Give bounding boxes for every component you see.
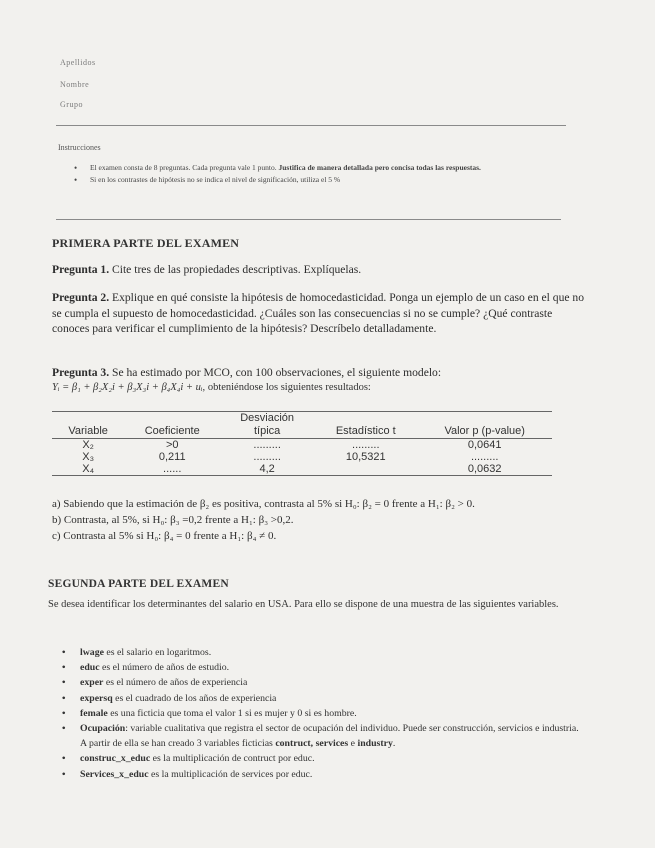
subquestion-c: c) Contrasta al 5% si H₀: β₄ = 0 frente a H₁: β₄ ≠ 0.	[52, 530, 277, 542]
cell-se: 4,2	[220, 463, 314, 476]
variable-name: Services_x_educ	[80, 768, 149, 780]
list-item	[62, 706, 582, 721]
subquestion-a: a) Sabiendo que la estimación de β₂ es positiva, contrasta al 5% si H₀: β₂ = 0 frente a H₁: β₂ > 0.	[52, 498, 475, 510]
cell-se: .........	[253, 439, 281, 451]
list-item	[62, 751, 582, 766]
list-item	[62, 721, 582, 751]
results-table	[52, 411, 552, 476]
variable-name: industry	[357, 738, 393, 750]
question-text: Cite tres de las propiedades descriptivas. Explíquelas.	[109, 263, 362, 276]
subquestions	[52, 496, 475, 544]
list-item	[62, 660, 582, 675]
table-row	[52, 463, 552, 476]
variable-desc: es el salario en logaritmos.	[103, 647, 212, 658]
variable-name: Ocupación	[80, 723, 126, 735]
cell-p: 0,0632	[417, 463, 552, 476]
variable-name: female	[80, 707, 108, 719]
header-variable: Variable	[52, 425, 124, 439]
question-label: Pregunta 3.	[52, 366, 110, 379]
variable-name: expersq	[80, 692, 113, 704]
subquestion-b: b) Contrasta, al 5%, si H₀: β₃ =0,2 frente a H₁: β₃ >0,2.	[52, 514, 294, 526]
header-spacer	[417, 412, 552, 426]
header-p-value: Valor p (p-value)	[417, 425, 552, 439]
variable-desc: es una ficticia que toma el valor 1 si es mujer y 0 si es hombre.	[107, 707, 357, 719]
variable-name: construc_x_educ	[80, 753, 151, 765]
variable-desc: es el número de años de experiencia	[103, 677, 248, 689]
cell-t: 10,5321	[345, 451, 386, 463]
variable-desc: : variable cualitativa que registra el sector de ocupación del individuo. Puede ser construcción, servicios e industria. A partir de ella se han creado 3 variables ficticias	[80, 723, 579, 750]
header-coeficiente: Coeficiente	[124, 425, 220, 439]
variable-desc: .	[392, 738, 396, 750]
list-item	[62, 645, 582, 660]
header-spacer	[52, 412, 124, 426]
header-t-stat: Estadístico t	[314, 425, 417, 439]
surname-label: Apellidos	[60, 58, 96, 67]
cell-t	[314, 463, 417, 476]
part1-title: PRIMERA PARTE DEL EXAMEN	[52, 236, 240, 250]
instruction-text: Si en los contrastes de hipótesis no se indica el nivel de significación, utiliza el 5 %	[90, 175, 341, 184]
cell-coef: ......	[124, 463, 220, 476]
instructions-title: Instrucciones	[58, 143, 101, 152]
list-item	[62, 767, 582, 782]
variable-desc: es la multiplicación de contruct por educ.	[150, 753, 315, 765]
equation-tail: obteniéndose los siguientes resultados:	[205, 382, 371, 393]
equation-text: Yᵢ = β₁ + β₂X₂i + β₃X₃i + β₄X₄i + uᵢ,	[52, 382, 206, 393]
group-label: Grupo	[60, 100, 83, 109]
variables-list	[62, 645, 582, 782]
cell-coef: >0	[165, 439, 179, 451]
variable-name: exper	[80, 677, 104, 689]
header-divider	[56, 125, 566, 126]
name-label: Nombre	[60, 80, 90, 89]
list-item	[62, 675, 582, 690]
instructions-list	[74, 163, 574, 187]
part2-title: SEGUNDA PARTE DEL EXAMEN	[48, 578, 229, 590]
header-tipica: típica	[220, 425, 314, 439]
instruction-emphasis: Justifica de manera detallada pero concisa todas las respuestas.	[278, 163, 481, 172]
variable-desc: e	[348, 738, 358, 750]
part2-intro: Se desea identificar los determinantes del salario en USA. Para ello se dispone de una muestra de las siguientes variables.	[48, 599, 559, 610]
instruction-item	[74, 163, 574, 173]
variable-name: educ	[80, 662, 100, 674]
list-item	[62, 691, 582, 706]
question-text: Se ha estimado por MCO, con 100 observaciones, el siguiente modelo:	[109, 366, 442, 379]
variable-desc: es la multiplicación de services por educ.	[148, 768, 313, 780]
cell-variable: X₄	[52, 463, 124, 476]
cell-coef: 0,211	[158, 451, 186, 463]
instruction-item	[74, 175, 574, 185]
table-row	[52, 439, 552, 452]
variable-desc: es el número de años de estudio.	[99, 662, 230, 674]
cell-t: .........	[352, 439, 380, 451]
cell-se: .........	[253, 451, 281, 463]
question-2	[52, 290, 592, 337]
model-equation	[52, 382, 371, 393]
cell-variable: X₂	[82, 439, 94, 451]
cell-p: 0,0641	[467, 439, 502, 451]
question-3	[52, 365, 592, 381]
header-spacer	[314, 412, 417, 426]
instruction-text: El examen consta de 8 preguntas. Cada pregunta vale 1 punto.	[90, 163, 279, 172]
question-text: Explique en qué consiste la hipótesis de homocedasticidad. Ponga un ejemplo de un caso en el que no se cumpla el supuesto de homocedasticidad. ¿Cuáles son las consecuencias si no se cumple? ¿Qué contraste conoces para verificar el cumplimiento de la hipótesis? Descríbelo detalladamente.	[52, 291, 585, 335]
question-1	[52, 262, 592, 278]
question-label: Pregunta 1.	[52, 263, 110, 276]
instructions-divider	[56, 219, 561, 220]
cell-p: .........	[470, 451, 499, 463]
header-desviacion: Desviación	[220, 412, 314, 426]
variable-desc: es el cuadrado de los años de experiencia	[112, 692, 277, 704]
variable-name: lwage	[80, 647, 104, 658]
header-spacer	[124, 412, 220, 426]
variable-name: contruct, services	[275, 738, 349, 750]
question-label: Pregunta 2.	[52, 291, 110, 304]
cell-variable: X₃	[82, 451, 95, 463]
table-row	[52, 451, 552, 463]
